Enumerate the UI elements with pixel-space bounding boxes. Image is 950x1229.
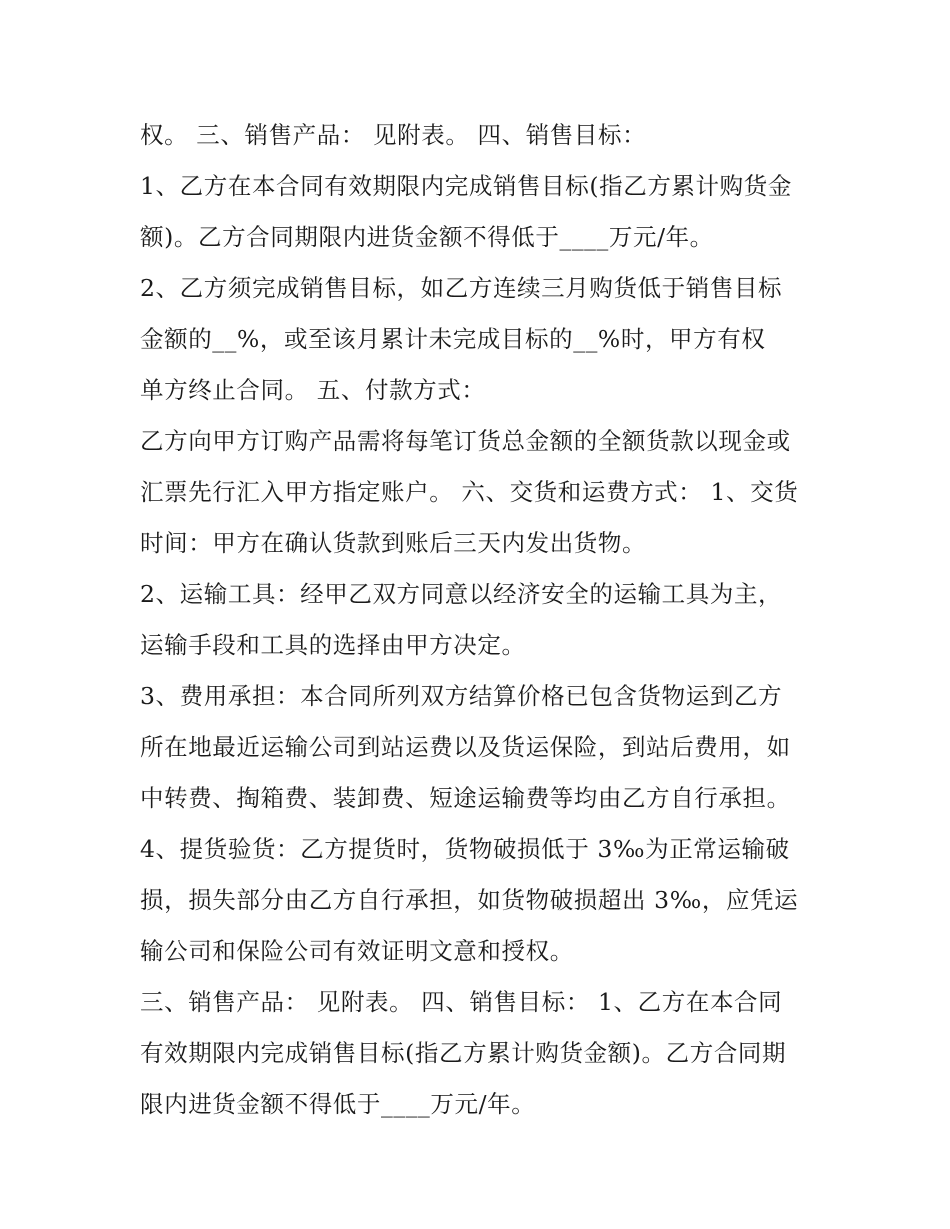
text-line: 金额的__%，或至该月累计未完成目标的__%时，甲方有权: [140, 325, 766, 353]
text-line: 3、费用承担：本合同所列双方结算价格已包含货物运到乙方: [140, 682, 783, 710]
paragraph-6: [140, 671, 830, 824]
document-page: [140, 110, 830, 1130]
text-line: 限内进货金额不得低于____万元/年。: [140, 1090, 536, 1118]
paragraph-1: [140, 110, 830, 161]
text-line: 时间：甲方在确认货款到账后三天内发出货物。: [140, 529, 647, 557]
paragraph-4: [140, 416, 830, 569]
text-line: 汇票先行汇入甲方指定账户。 六、交货和运费方式： 1、交货: [140, 478, 799, 506]
text-line: 2、运输工具：经甲乙双方同意以经济安全的运输工具为主，: [140, 580, 783, 608]
text-line: 2、乙方须完成销售目标，如乙方连续三月购货低于销售目标: [140, 274, 783, 302]
paragraph-5: [140, 569, 830, 671]
text-line: 运输手段和工具的选择由甲方决定。: [140, 631, 526, 659]
text-line: 乙方向甲方订购产品需将每笔订货总金额的全额货款以现金或: [140, 427, 791, 455]
paragraph-7: [140, 824, 830, 977]
text-line: 输公司和保险公司有效证明文意和授权。: [140, 937, 574, 965]
text-line: 所在地最近运输公司到站运费以及货运保险，到站后费用，如: [140, 733, 791, 761]
paragraph-2: [140, 161, 830, 263]
text-line: 权。 三、销售产品： 见附表。 四、销售目标：: [140, 121, 647, 149]
paragraph-8: [140, 977, 830, 1130]
text-line: 三、销售产品： 见附表。 四、销售目标： 1、乙方在本合同: [140, 988, 783, 1016]
paragraph-3: [140, 263, 830, 416]
text-line: 1、乙方在本合同有效期限内完成销售目标(指乙方累计购货金: [140, 172, 792, 200]
text-line: 中转费、掏箱费、装卸费、短途运输费等均由乙方自行承担。: [140, 784, 791, 812]
text-line: 4、提货验货：乙方提货时，货物破损低于 3‰为正常运输破: [140, 835, 790, 863]
text-line: 有效期限内完成销售目标(指乙方累计购货金额)。乙方合同期: [140, 1039, 787, 1067]
text-line: 损，损失部分由乙方自行承担，如货物破损超出 3‰，应凭运: [140, 886, 799, 914]
text-line: 额)。乙方合同期限内进货金额不得低于____万元/年。: [140, 223, 714, 251]
text-line: 单方终止合同。 五、付款方式：: [140, 376, 486, 404]
